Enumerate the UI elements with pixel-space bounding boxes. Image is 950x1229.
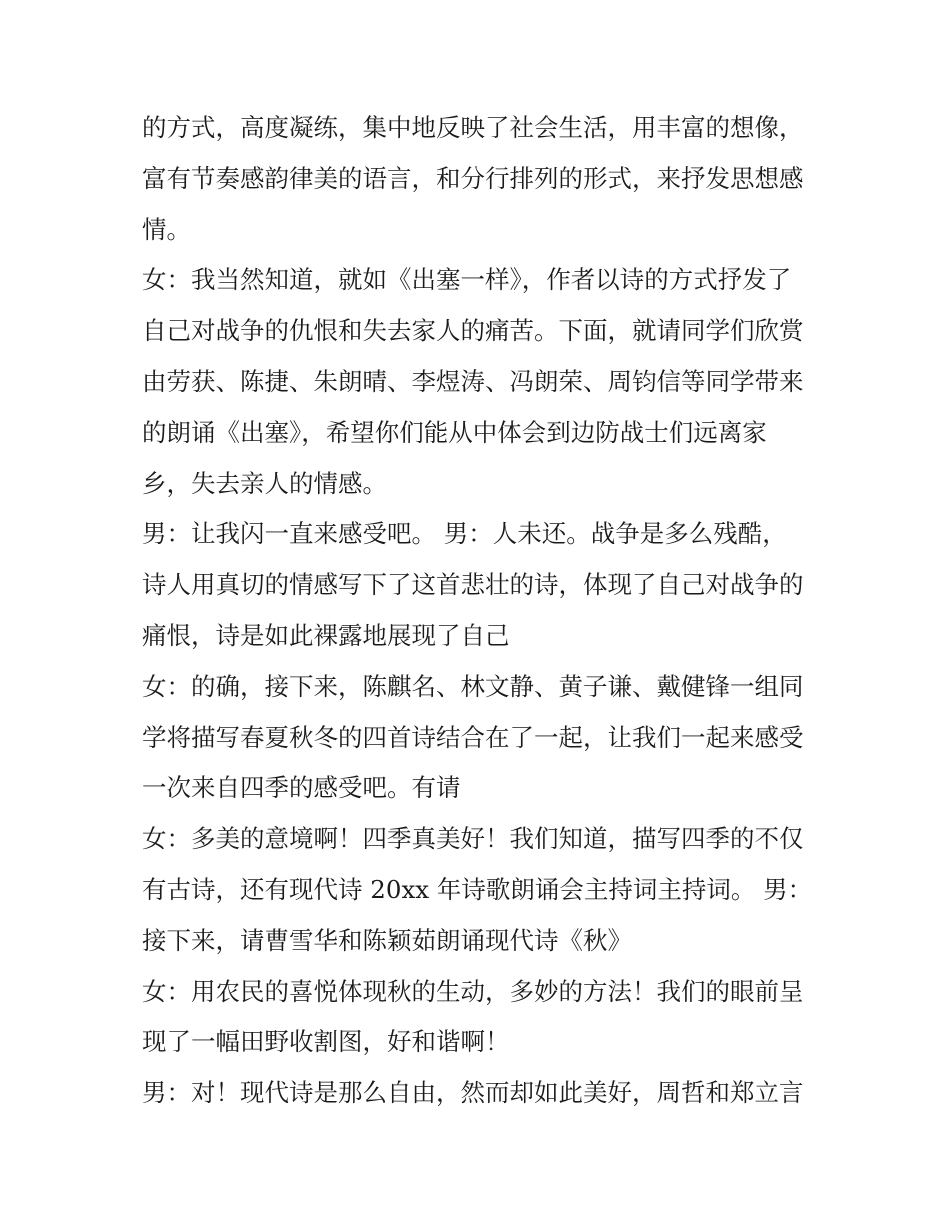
text-line: 现了一幅田野收割图，好和谐啊！ (142, 1027, 510, 1057)
text-line: 男：对！现代诗是那么自由，然而却如此美好，周哲和郑立言 (142, 1078, 804, 1108)
text-line: 女：的确，接下来，陈麒名、林文静、黄子谦、戴健锋一组同 (142, 671, 804, 701)
body-text (142, 103, 818, 1119)
text-line: 富有节奏感韵律美的语言，和分行排列的形式，来抒发思想感 (142, 163, 804, 193)
text-line: 女：我当然知道，就如《出塞一样》，作者以诗的方式抒发了 (142, 265, 792, 295)
text-line: 由劳获、陈捷、朱朗晴、李煜涛、冯朗荣、周钧信等同学带来 (142, 366, 804, 396)
text-line: 接下来，请曹雪华和陈颖茹朗诵现代诗《秋》 (142, 925, 632, 955)
text-line: 女：多美的意境啊！四季真美好！我们知道，描写四季的不仅 (142, 824, 804, 854)
text-line: 诗人用真切的情感写下了这首悲壮的诗，体现了自己对战争的 (142, 570, 804, 600)
text-line: 的方式，高度凝练，集中地反映了社会生活，用丰富的想像， (142, 113, 804, 142)
text-line: 情。 (142, 214, 191, 244)
text-line: 男：让我闪一直来感受吧。 男：人未还。战争是多么残酷， (142, 519, 787, 549)
text-line: 痛恨，诗是如此裸露地展现了自己 (142, 620, 510, 650)
text-line: 学将描写春夏秋冬的四首诗结合在了一起，让我们一起来感受 (142, 722, 804, 752)
text-line: 乡，失去亲人的情感。 (142, 468, 387, 498)
text-line: 一次来自四季的感受吧。有请 (142, 773, 461, 803)
text-line: 的朗诵《出塞》，希望你们能从中体会到边防战士们远离家 (142, 417, 767, 447)
text-line: 自己对战争的仇恨和失去家人的痛苦。下面，就请同学们欣赏 (142, 316, 804, 346)
text-line: 女：用农民的喜悦体现秋的生动，多妙的方法！我们的眼前呈 (142, 976, 804, 1006)
text-line: 有古诗，还有现代诗 20xx 年诗歌朗诵会主持词主持词。 男： (142, 874, 813, 904)
